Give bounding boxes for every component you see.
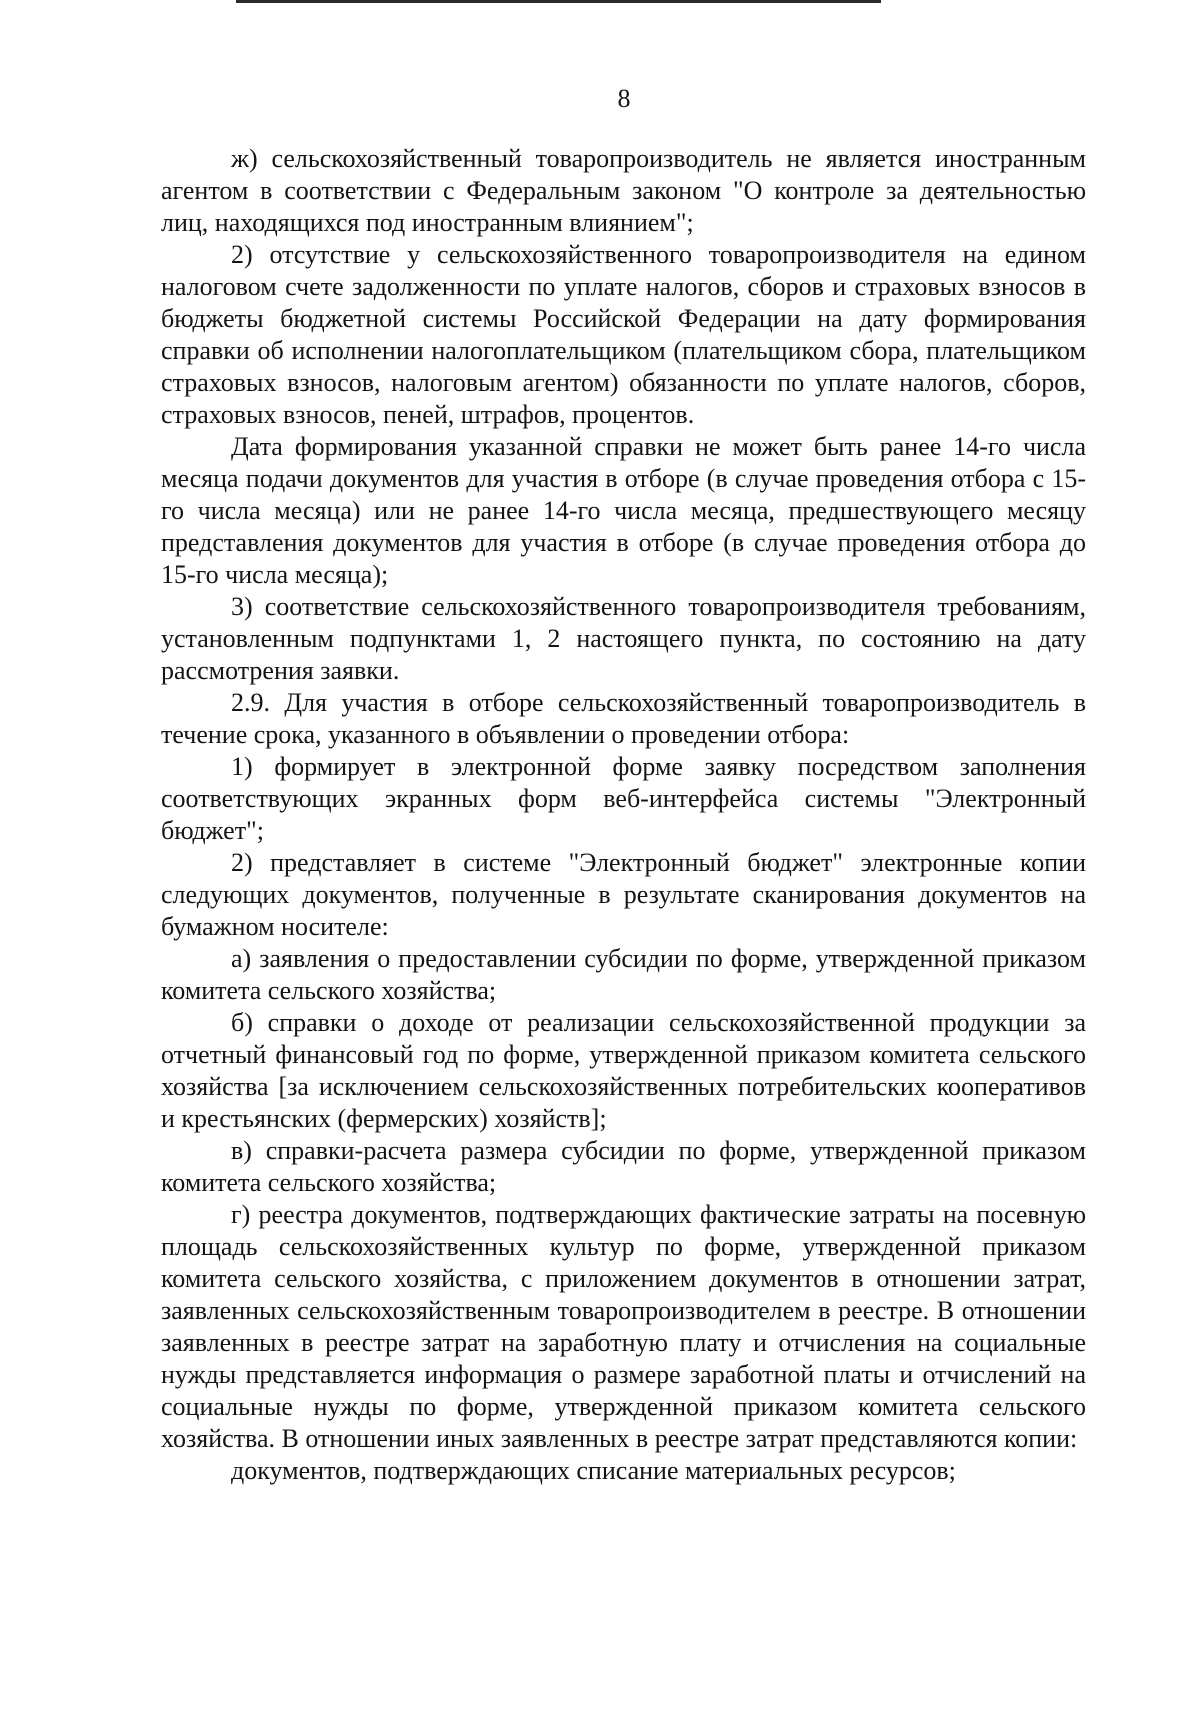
paragraph-write-off-documents: документов, подтверждающих списание материальных ресурсов;	[231, 1456, 956, 1485]
document-body	[161, 143, 1086, 1487]
paragraph-1-electronic-application: 1) формирует в электронной форме заявку посредством заполнения соответствующих экранных форм веб-интерфейса системы "Электронный бюджет";	[161, 752, 1086, 845]
paragraph-v-subsidy-calculation: в) справки-расчета размера субсидии по форме, утвержденной приказом комитета сельского хозяйства;	[161, 1136, 1086, 1197]
paragraph-2-9-participation: 2.9. Для участия в отборе сельскохозяйственный товаропроизводитель в течение срока, указанного в объявлении о проведении отбора:	[161, 688, 1086, 749]
paragraph-2-document-copies: 2) представляет в системе "Электронный бюджет" электронные копии следующих документов, полученные в результате сканирования документов на бумажном носителе:	[161, 848, 1086, 941]
paragraph-a-subsidy-statement: а) заявления о предоставлении субсидии по форме, утвержденной приказом комитета сельского хозяйства;	[161, 944, 1086, 1005]
paragraph-b-income-certificate: б) справки о доходе от реализации сельскохозяйственной продукции за отчетный финансовый год по форме, утвержденной приказом комитета сельского хозяйства [за исключением сельскохозяйственных потребительских кооперативов и крестьянских (фермерских) хозяйств];	[161, 1008, 1086, 1133]
paragraph-g-cost-registry: г) реестра документов, подтверждающих фактические затраты на посевную площадь сельскохозяйственных культур по форме, утвержденной приказом комитета сельского хозяйства, с приложением документов в отношении затрат, заявленных сельскохозяйственным товаропроизводителем в реестре. В отношении заявленных в реестре затрат на заработную плату и отчисления на социальные нужды представляется информация о размере заработной платы и отчислений на социальные нужды по форме, утвержденной приказом комитета сельского хозяйства. В отношении иных заявленных в реестре затрат представляются копии:	[161, 1200, 1086, 1453]
paragraph-3-compliance: 3) соответствие сельскохозяйственного товаропроизводителя требованиям, установленным подпунктами 1, 2 настоящего пункта, по состоянию на дату рассмотрения заявки.	[161, 592, 1086, 685]
paragraph-2-no-tax-debt: 2) отсутствие у сельскохозяйственного товаропроизводителя на едином налоговом счете задолженности по уплате налогов, сборов и страховых взносов в бюджеты бюджетной системы Российской Федерации на дату формирования справки об исполнении налогоплательщиком (плательщиком сбора, плательщиком страховых взносов, налоговым агентом) обязанности по уплате налогов, сборов, страховых взносов, пеней, штрафов, процентов.	[161, 240, 1086, 429]
page-number: 8	[617, 84, 631, 113]
paragraph-zh-foreign-agent: ж) сельскохозяйственный товаропроизводитель не является иностранным агентом в соответствии с Федеральным законом "О контроле за деятельностью лиц, находящихся под иностранным влиянием";	[161, 144, 1086, 237]
paragraph-certificate-date: Дата формирования указанной справки не может быть ранее 14-го числа месяца подачи документов для участия в отборе (в случае проведения отбора с 15-го числа месяца) или не ранее 14-го числа месяца, предшествующего месяцу представления документов для участия в отборе (в случае проведения отбора до 15-го числа месяца);	[161, 432, 1086, 589]
top-scan-border	[236, 0, 881, 3]
